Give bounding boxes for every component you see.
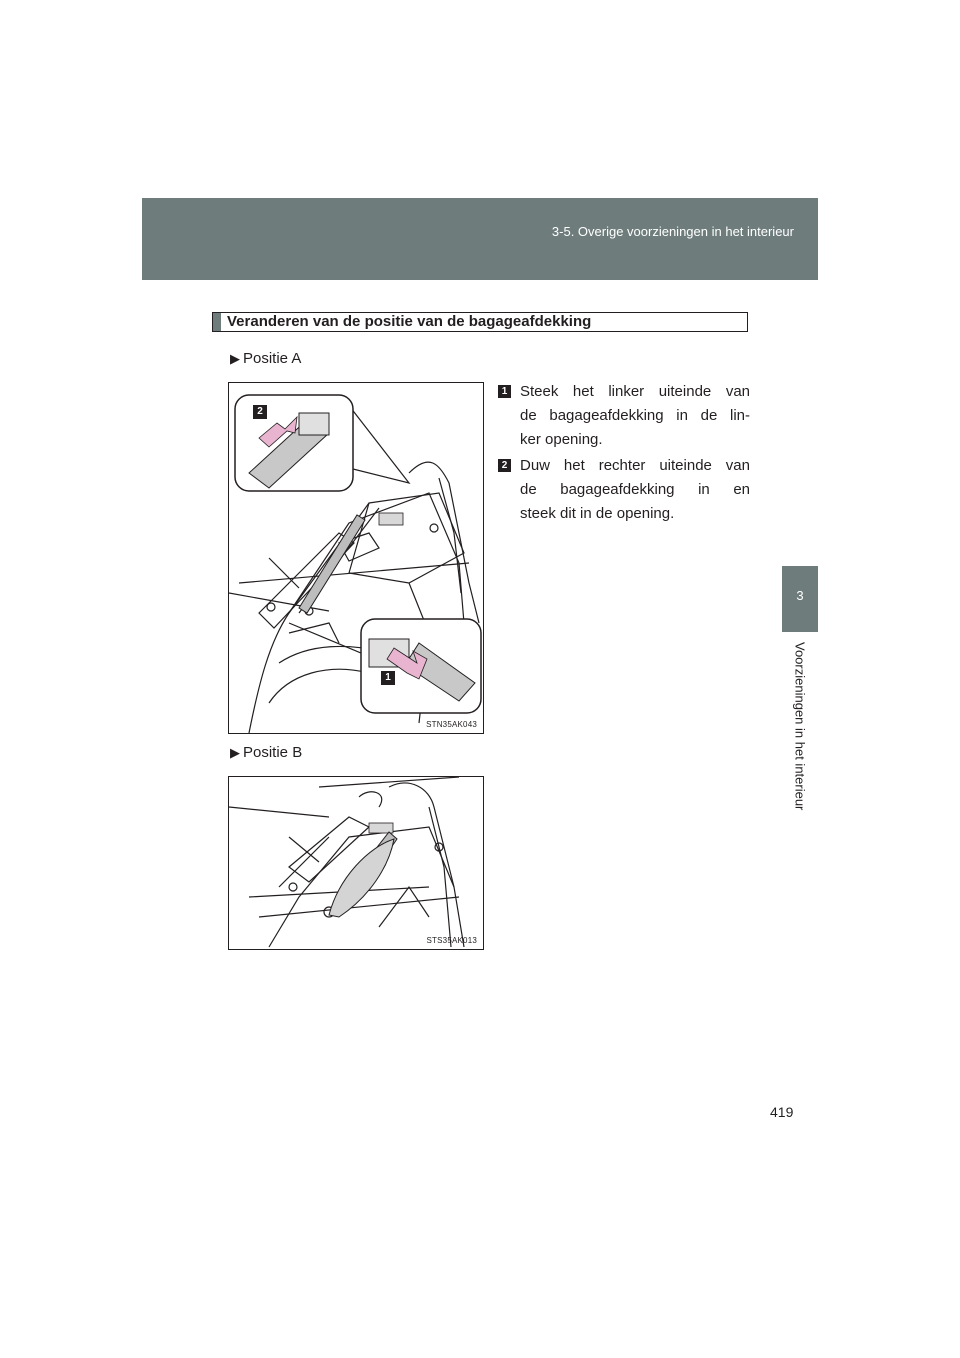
figure-code-b: STS35AK013: [426, 936, 477, 945]
figure-badge-1: 1: [381, 671, 395, 685]
chapter-header-title: 3-5. Overige voorzieningen in het interieur: [551, 224, 794, 239]
chapter-side-label: Voorzieningen in het interieur: [792, 642, 808, 811]
triangle-right-icon: ▶: [230, 351, 240, 366]
figure-position-a: [228, 382, 484, 734]
section-heading-text: Veranderen van de positie van de bagageafdekking: [227, 313, 592, 330]
step-1-line-3: ker opening.: [520, 431, 603, 448]
step-2-line-2: de bagageafdekking in en: [520, 481, 750, 498]
step-2: [498, 454, 750, 526]
figure-position-b: [228, 776, 484, 950]
figure-code-a: STN35AK043: [426, 720, 477, 729]
figure-badge-2: 2: [253, 405, 267, 419]
chapter-number: 3: [796, 588, 804, 603]
triangle-right-icon: ▶: [230, 745, 240, 760]
cargo-cover-position-b-illustration: [229, 777, 483, 949]
steps-list: [498, 380, 750, 528]
step-2-line-1: Duw het rechter uiteinde van: [520, 457, 750, 474]
step-1-number: 1: [498, 385, 511, 398]
cargo-cover-position-a-illustration: [229, 383, 483, 733]
step-2-number: 2: [498, 459, 511, 472]
step-1: [498, 380, 750, 452]
step-2-line-3: steek dit in de opening.: [520, 505, 675, 522]
section-heading: [212, 312, 748, 332]
position-b-text: Positie B: [243, 744, 303, 761]
section-heading-bar: [213, 313, 221, 331]
page-number: 419: [770, 1104, 794, 1120]
position-a-text: Positie A: [243, 350, 302, 367]
step-1-line-2: de bagageafdekking in de lin-: [520, 407, 750, 424]
chapter-side-tab: [782, 566, 818, 632]
position-b-label: [230, 744, 302, 761]
position-a-label: [230, 350, 301, 367]
step-1-line-1: Steek het linker uiteinde van: [520, 383, 750, 400]
chapter-header-band: [142, 198, 818, 280]
